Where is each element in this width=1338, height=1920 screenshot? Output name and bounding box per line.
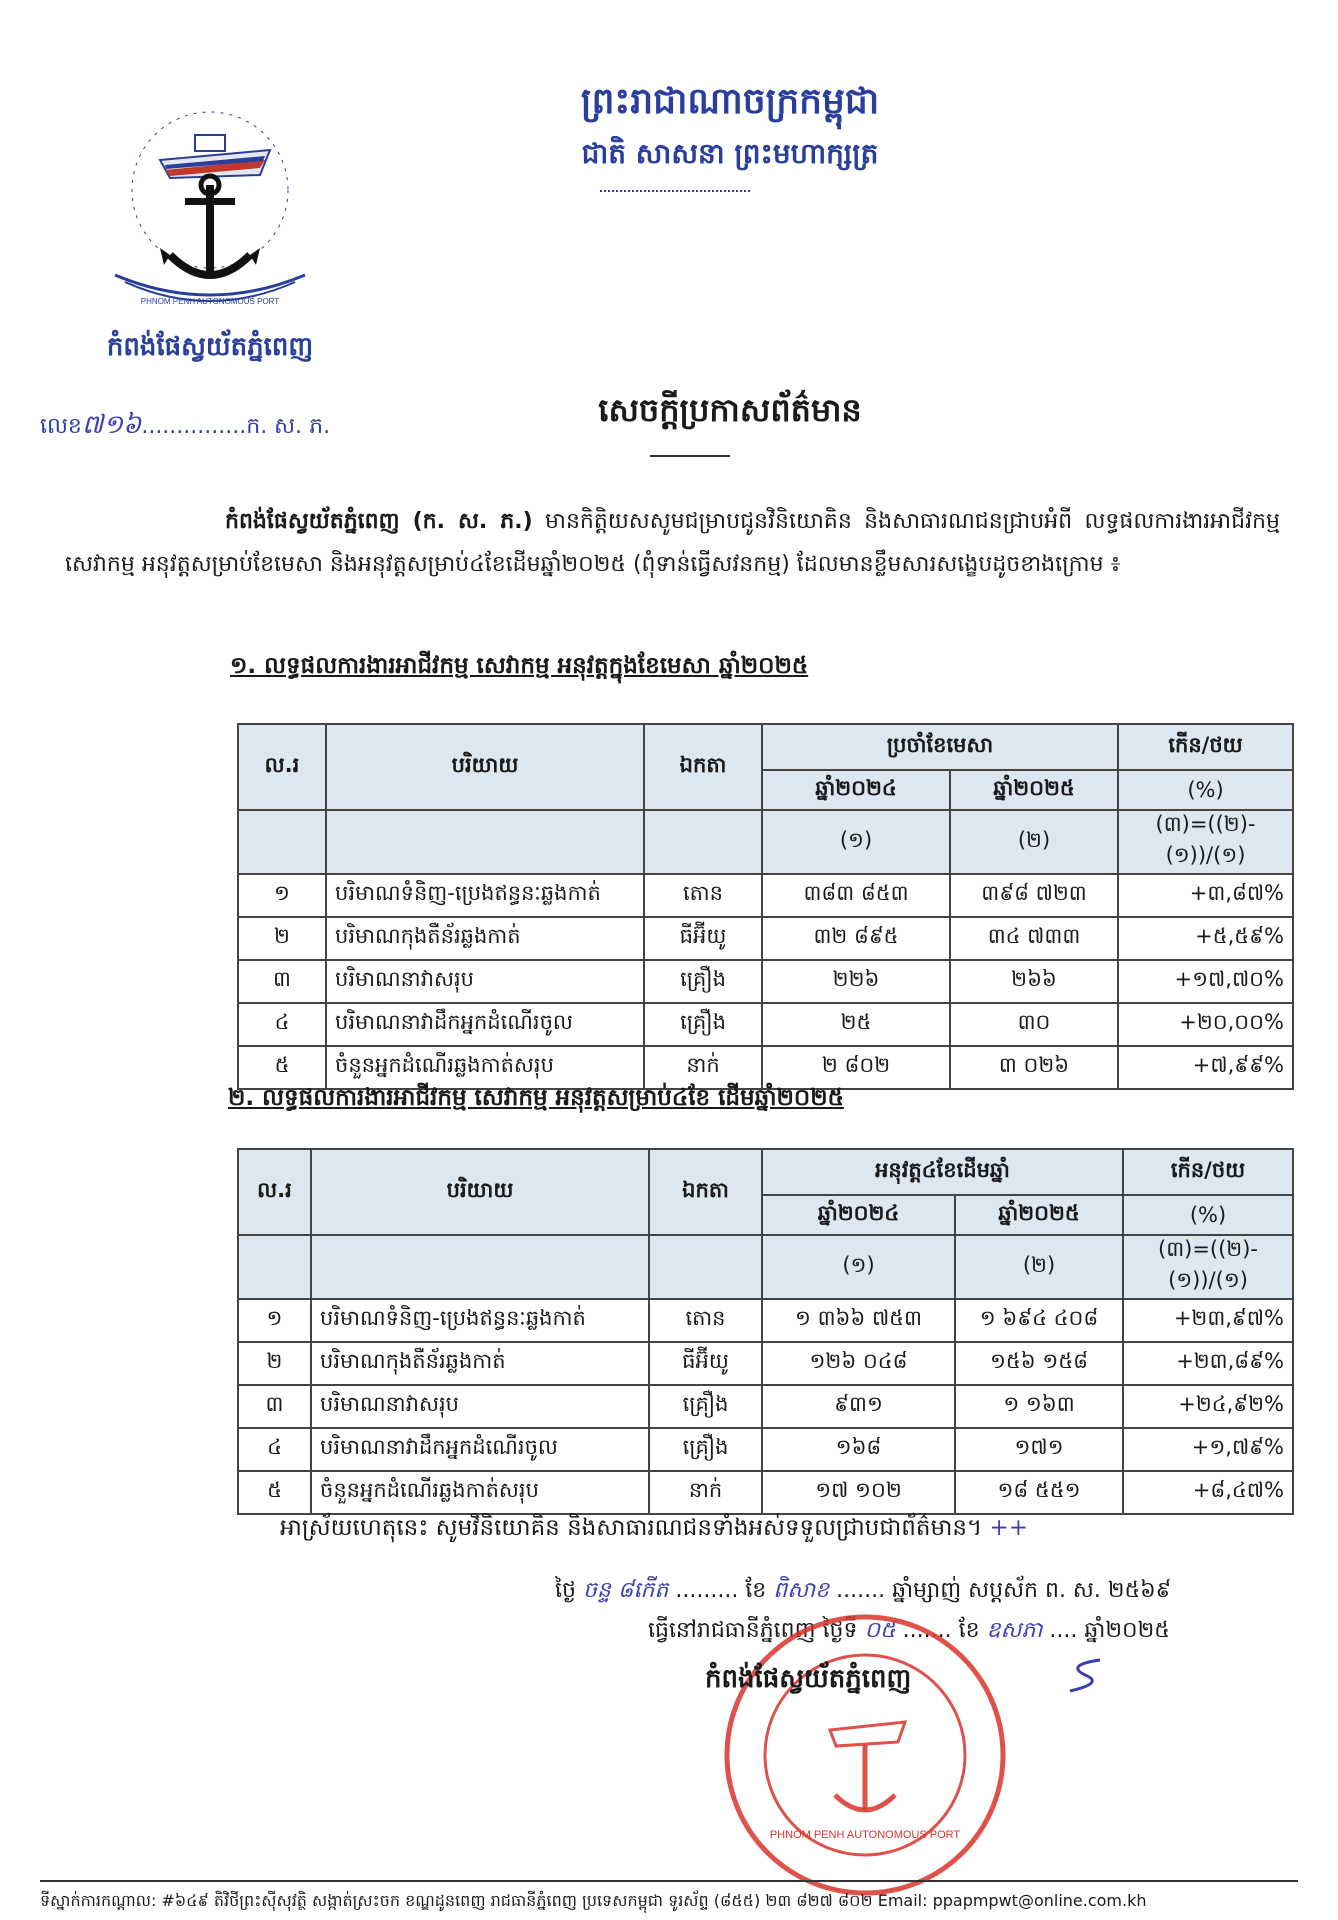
table-row: ២ បរិមាណកុងតឺន័រឆ្លងកាត់ ធីអ៊ីយូ ១២៦ ០៤៨ ១៥៦ ១៥៨ +២៣,៨៩% bbox=[238, 1342, 1293, 1385]
table-row: ៤ បរិមាណនាវាដឹកអ្នកដំណើរចូល គ្រឿង ២៥ ៣០ +២០,០០% bbox=[238, 1003, 1293, 1046]
header-no: ល.រ bbox=[238, 724, 326, 810]
header-pct: (%) bbox=[1118, 770, 1293, 810]
header-col2: (២) bbox=[955, 1235, 1123, 1299]
issue-date: ធ្វើនៅរាជធានីភ្នំពេញ ថ្ងៃទី ០៥ ....... ខែ ឧសភា .... ឆ្នាំ២០២៥ bbox=[648, 1618, 1170, 1643]
header-2024: ឆ្នាំ២០២៤ bbox=[762, 1195, 955, 1235]
closing-statement bbox=[280, 1514, 1028, 1547]
header-2024: ឆ្នាំ២០២៤ bbox=[762, 770, 950, 810]
table-row: ៥ ចំនួនអ្នកដំណើរឆ្លងកាត់សរុប នាក់ ២ ៨០២ ៣ ០២៦ +៧,៩៩% bbox=[238, 1046, 1293, 1089]
header-col1: (១) bbox=[762, 810, 950, 874]
ref-prefix: លេខ bbox=[40, 414, 82, 439]
header-desc: បរិយាយ bbox=[326, 724, 644, 810]
logo-caption: PHNOM PENH AUTONOMOUS PORT bbox=[140, 297, 280, 306]
intro-text: មានកិត្តិយសសូមជម្រាបជូនវិនិយោគិន និងសាធារណជនជ្រាបអំពី លទ្ធផលការងារអាជីវកម្ម សេវាកម្ម អនុវត្តសម្រាប់ខែមេសា និងអនុវត្តសម្រាប់៤ខែដើមឆ្នាំ២០២៥ (ពុំទាន់ធ្វើសវនកម្ម) ដែលមានខ្លឹមសារសង្ខេបដូចខាងក្រោម ៖ bbox=[65, 509, 1280, 577]
ref-dots: ............... bbox=[141, 414, 247, 439]
footer-divider bbox=[40, 1880, 1298, 1882]
header-divider bbox=[600, 190, 750, 194]
header-period: អនុវត្ត៤ខែដើមឆ្នាំ bbox=[762, 1149, 1123, 1195]
header-col1: (១) bbox=[762, 1235, 955, 1299]
closing-text: អាស្រ័យហេតុនេះ សូមវិនិយោគិន និងសាធារណជនទាំងអស់ទទួលជ្រាបជាព័ត៌មាន។ bbox=[280, 1515, 983, 1541]
intro-paragraph bbox=[65, 500, 1280, 586]
document-title: សេចក្តីប្រកាសព័ត៌មាន bbox=[598, 391, 862, 429]
table-row: ១ បរិមាណទំនិញ-ប្រេងឥន្ធនៈឆ្លងកាត់ តោន ១ ៣៦៦ ៧៥៣ ១ ៦៩៤ ៤០៨ +២៣,៩៧% bbox=[238, 1299, 1293, 1342]
table-row: ២ បរិមាណកុងតឺន័រឆ្លងកាត់ ធីអ៊ីយូ ៣២ ៨៩៥ ៣៤ ៧៣៣ +៥,៥៩% bbox=[238, 917, 1293, 960]
seal-ship-icon bbox=[830, 1722, 905, 1746]
reference-number bbox=[40, 408, 330, 446]
issue-month: ឧសភា bbox=[986, 1618, 1043, 1643]
header-col3: (៣)=((២)-(១))/(១) bbox=[1118, 810, 1293, 874]
closing-annotation: ++ bbox=[989, 1515, 1029, 1541]
table-row: ៤ បរិមាណនាវាដឹកអ្នកដំណើរចូល គ្រឿង ១៦៨ ១៧១ +១,៧៩% bbox=[238, 1428, 1293, 1471]
section1-title: ១. លទ្ធផលការងារអាជីវកម្ម សេវាកម្ម អនុវត្តក្នុងខែមេសា ឆ្នាំ២០២៥ bbox=[230, 653, 809, 679]
header-col2: (២) bbox=[950, 810, 1118, 874]
header-change: កើន/ថយ bbox=[1123, 1149, 1293, 1195]
header-unit: ឯកតា bbox=[649, 1149, 762, 1235]
table-row: ១ បរិមាណទំនិញ-ប្រេងឥន្ធនៈឆ្លងកាត់ តោន ៣៨៣ ៨៥៣ ៣៩៨ ៧២៣ +៣,៨៧% bbox=[238, 874, 1293, 917]
header-no: ល.រ bbox=[238, 1149, 311, 1235]
footer-address: ទីស្នាក់ការកណ្តាល: #៦៤៩ តិវិថីព្រះស៊ីសុវត្ថិ សង្កាត់ស្រះចក ខណ្ឌដូនពេញ រាជធានីភ្នំពេញ ប្រទេសកម្ពុជា ទូរស័ព្ទ (៨៥៥) ២៣ ៨២៧ ៨០២ Email: ppapmpwt@online.com.kh bbox=[40, 1891, 1147, 1910]
signatory-title: កំពង់ផែស្វយ័តភ្នំពេញ bbox=[705, 1664, 912, 1694]
header-change: កើន/ថយ bbox=[1118, 724, 1293, 770]
ref-number: ៧១៦ bbox=[81, 410, 142, 440]
section2-title: ២. លទ្ធផលការងារអាជីវកម្ម សេវាកម្ម អនុវត្តសម្រាប់៤ខែ ដើមឆ្នាំ២០២៥ bbox=[228, 1085, 844, 1111]
lunar-month: ពិសាខ bbox=[773, 1578, 830, 1603]
section2-table bbox=[237, 1148, 1294, 1515]
title-divider bbox=[650, 455, 730, 457]
header-desc: បរិយាយ bbox=[311, 1149, 649, 1235]
table-row: ៣ បរិមាណនាវាសរុប គ្រឿង ២២៦ ២៦៦ +១៧,៧០% bbox=[238, 960, 1293, 1003]
seal-text: PHNOM PENH AUTONOMOUS PORT bbox=[769, 1829, 961, 1841]
section1-table bbox=[237, 723, 1294, 1090]
header-2025: ឆ្នាំ២០២៥ bbox=[955, 1195, 1123, 1235]
signature-mark bbox=[1055, 1655, 1115, 1695]
header-pct: (%) bbox=[1123, 1195, 1293, 1235]
national-motto: ជាតិ សាសនា ព្រះមហាក្សត្រ bbox=[581, 137, 879, 170]
lunar-date: ថ្ងៃ ចន្ទ ៨កើត ......... ខែ ពិសាខ ....... ឆ្នាំម្សាញ់ សប្តស័ក ព. ស. ២៥៦៩ bbox=[555, 1578, 1172, 1603]
port-logo bbox=[100, 90, 320, 320]
table-row: ៣ បរិមាណនាវាសរុប គ្រឿង ៩៣១ ១ ១៦៣ +២៤,៩២% bbox=[238, 1385, 1293, 1428]
port-name: កំពង់ផែស្វយ័តភ្នំពេញ bbox=[106, 332, 314, 362]
header-2025: ឆ្នាំ២០២៥ bbox=[950, 770, 1118, 810]
ref-suffix: ក. ស. ភ. bbox=[246, 414, 331, 439]
header-unit: ឯកតា bbox=[644, 724, 762, 810]
header-col3: (៣)=((២)-(១))/(១) bbox=[1123, 1235, 1293, 1299]
lunar-day: ចន្ទ ៨កើត bbox=[582, 1578, 669, 1603]
kingdom-heading: ព្រះរាជាណាចក្រកម្ពុជា bbox=[580, 81, 880, 122]
issue-day: ០៥ bbox=[864, 1618, 896, 1643]
intro-lead: កំពង់ផែស្វយ័តភ្នំពេញ (ក. ស. ភ.) bbox=[225, 509, 533, 534]
header-period: ប្រចាំខែមេសា bbox=[762, 724, 1118, 770]
official-seal bbox=[720, 1610, 1010, 1900]
table-row: ៥ ចំនួនអ្នកដំណើរឆ្លងកាត់សរុប នាក់ ១៧ ១០២ ១៨ ៥៥១ +៨,៤៧% bbox=[238, 1471, 1293, 1514]
